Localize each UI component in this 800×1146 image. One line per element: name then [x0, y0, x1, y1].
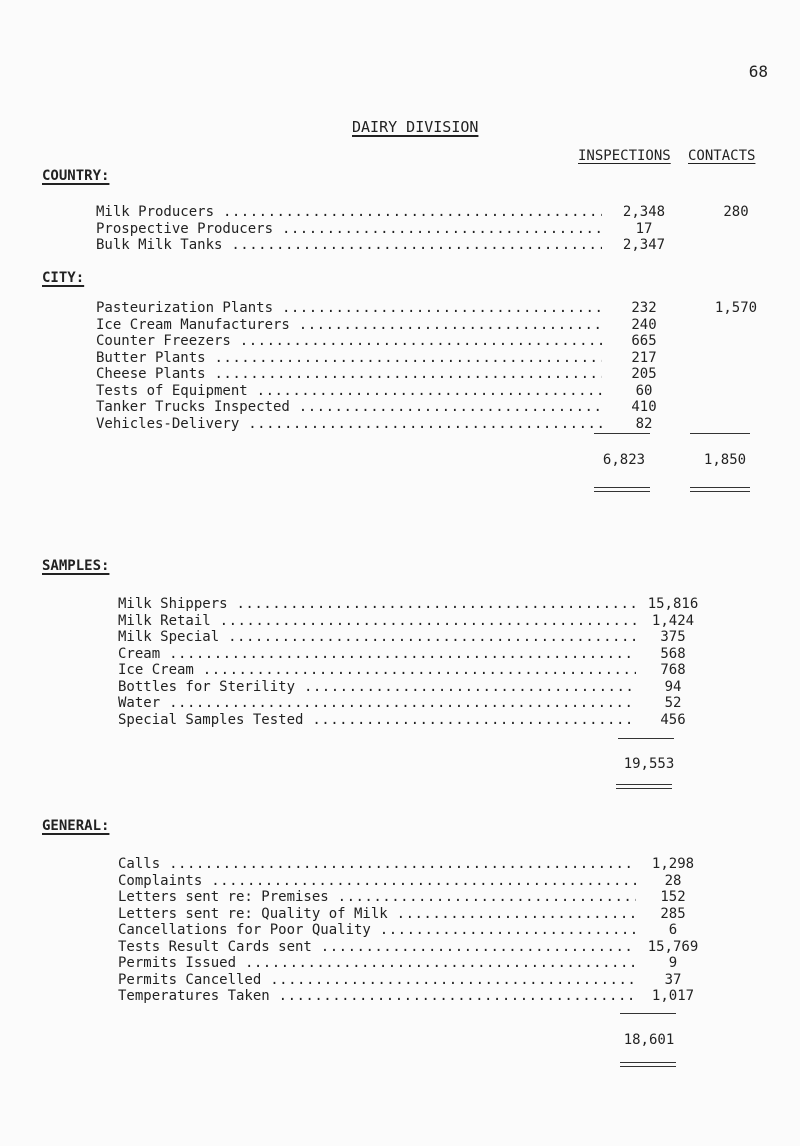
table-row [118, 646, 710, 663]
table-row [118, 596, 710, 613]
row-value: 1,017 [651, 988, 695, 1004]
row-label: Prospective Producers ..... [96, 221, 602, 238]
table-row [118, 679, 710, 696]
row-label: Special Samples Tested ..... [118, 712, 636, 729]
city-contacts-double-rule [690, 487, 750, 492]
row-value: 15,769 [647, 938, 699, 955]
inspections-value: 232 [631, 300, 657, 316]
page-title: DAIRY DIVISION [352, 118, 479, 136]
table-row [96, 317, 786, 334]
table-row [96, 416, 786, 433]
row-label: Permits Issued ..... [118, 955, 636, 972]
general-heading: GENERAL: [42, 818, 110, 834]
row-label: Tests Result Cards sent ..... [118, 939, 636, 956]
contacts-value [686, 399, 786, 416]
row-label: Ice Cream Manufacturers ..... [96, 317, 602, 334]
row-label: Bottles for Sterility ..... [118, 679, 636, 696]
row-label: Letters sent re: Premises ..... [118, 889, 636, 906]
contacts-value [686, 317, 786, 334]
row-value: 37 [664, 971, 682, 988]
row-value: 568 [660, 645, 686, 662]
row-value: 94 [664, 678, 682, 695]
row-label: Pasteurization Plants ..... [96, 300, 602, 317]
contacts-value [686, 333, 786, 350]
row-value: 1,424 [651, 612, 695, 629]
contacts-value [686, 350, 786, 367]
table-row [96, 399, 786, 416]
samples-rule [618, 738, 674, 739]
contacts-value: 280 [723, 204, 749, 220]
row-value: 6 [668, 922, 678, 938]
contacts-column-header: CONTACTS [688, 148, 756, 164]
row-label: Cancellations for Poor Quality ..... [118, 922, 636, 939]
table-row [118, 889, 710, 906]
city-inspections-rule [594, 433, 650, 434]
table-row [96, 333, 786, 350]
city-inspections-double-rule [594, 487, 650, 492]
row-label: Tests of Equipment ..... [96, 383, 602, 400]
inspections-column-header: INSPECTIONS [578, 148, 671, 164]
city-total-contacts: 1,850 [703, 452, 747, 468]
table-row [96, 350, 786, 367]
table-row [118, 939, 710, 956]
inspections-value: 2,348 [622, 204, 666, 220]
general-rule [620, 1013, 676, 1014]
country-heading: COUNTRY: [42, 168, 110, 184]
row-label: Permits Cancelled ..... [118, 972, 636, 989]
table-row [118, 906, 710, 923]
row-label: Milk Special ..... [118, 629, 636, 646]
table-row [118, 873, 710, 890]
samples-list [118, 596, 710, 728]
city-heading: CITY: [42, 270, 85, 286]
inspections-value: 665 [631, 333, 657, 349]
row-value: 15,816 [647, 596, 699, 612]
city-total-inspections: 6,823 [602, 452, 646, 468]
row-label: Cream ..... [118, 646, 636, 663]
row-value: 456 [660, 711, 686, 728]
table-row [118, 662, 710, 679]
row-label: Milk Shippers ..... [118, 596, 636, 613]
samples-total: 19,553 [623, 756, 675, 772]
row-label: Milk Producers ..... [96, 204, 602, 221]
table-row [96, 366, 786, 383]
contacts-value [686, 366, 786, 383]
row-value: 375 [660, 629, 686, 645]
general-total: 18,601 [623, 1032, 675, 1048]
contacts-value [686, 383, 786, 400]
table-row [96, 221, 786, 238]
general-double-rule [620, 1062, 676, 1067]
contacts-value: 1,570 [714, 300, 758, 316]
general-list [118, 856, 710, 1005]
table-row [118, 988, 710, 1005]
inspections-value: 60 [635, 382, 653, 399]
contacts-value [686, 416, 786, 433]
row-label: Temperatures Taken ..... [118, 988, 636, 1005]
table-row [96, 383, 786, 400]
inspections-value: 240 [631, 316, 657, 333]
samples-heading: SAMPLES: [42, 558, 110, 574]
row-label: Butter Plants ..... [96, 350, 602, 367]
row-label: Bulk Milk Tanks ..... [96, 237, 602, 254]
row-label: Tanker Trucks Inspected ..... [96, 399, 602, 416]
table-row [96, 204, 786, 221]
contacts-value [686, 237, 786, 254]
inspections-value: 17 [635, 220, 653, 237]
row-value: 28 [664, 872, 682, 889]
row-value: 1,298 [651, 856, 695, 872]
table-row [96, 300, 786, 317]
row-label: Vehicles-Delivery ..... [96, 416, 602, 433]
row-label: Complaints ..... [118, 873, 636, 890]
city-contacts-rule [690, 433, 750, 434]
row-value: 152 [660, 889, 686, 905]
city-list [96, 300, 786, 432]
table-row [118, 972, 710, 989]
table-row [118, 712, 710, 729]
row-label: Letters sent re: Quality of Milk ..... [118, 906, 636, 923]
samples-double-rule [616, 784, 672, 789]
country-list [96, 204, 786, 254]
inspections-value: 205 [631, 366, 657, 382]
page-number: 68 [748, 62, 768, 81]
table-row [96, 237, 786, 254]
row-value: 768 [660, 662, 686, 678]
table-row [118, 629, 710, 646]
row-value: 285 [660, 905, 686, 922]
row-value: 52 [664, 695, 682, 711]
table-row [118, 856, 710, 873]
table-row [118, 955, 710, 972]
table-row [118, 695, 710, 712]
row-value: 9 [668, 955, 678, 971]
row-label: Cheese Plants ..... [96, 366, 602, 383]
row-label: Calls ..... [118, 856, 636, 873]
table-row [118, 922, 710, 939]
inspections-value: 82 [635, 415, 653, 432]
table-row [118, 613, 710, 630]
inspections-value: 410 [631, 399, 657, 415]
contacts-value [686, 221, 786, 238]
row-label: Counter Freezers ..... [96, 333, 602, 350]
row-label: Water ..... [118, 695, 636, 712]
row-label: Ice Cream ..... [118, 662, 636, 679]
inspections-value: 217 [631, 349, 657, 366]
row-label: Milk Retail ..... [118, 613, 636, 630]
inspections-value: 2,347 [622, 237, 666, 253]
